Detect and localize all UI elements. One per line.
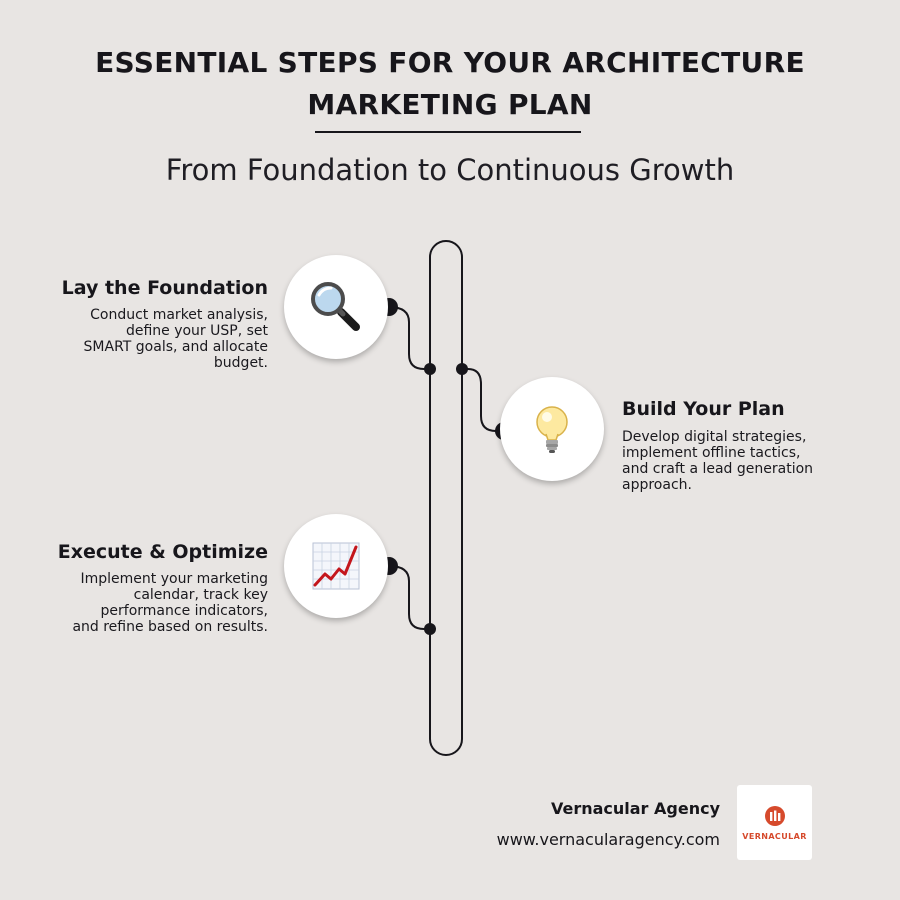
magnifying-glass-icon (306, 277, 366, 337)
agency-website-link[interactable]: www.vernacularagency.com (496, 830, 720, 849)
step-3-icon-circle (284, 514, 388, 618)
connector-step-2 (462, 369, 504, 431)
step-1-description-line: define your USP, set (125, 323, 268, 339)
step-2-heading: Build Your Plan (622, 398, 785, 420)
agency-logo (737, 785, 812, 860)
step-1-description-line: Conduct market analysis, (90, 307, 268, 323)
page-title-line-1: ESSENTIAL STEPS FOR YOUR ARCHITECTURE (95, 46, 805, 79)
logo-wordmark: VERNACULAR (742, 831, 807, 841)
chart-increasing-icon (311, 541, 361, 591)
step-3-description (18, 571, 268, 635)
step-2-description (622, 429, 862, 493)
step-2-icon-circle (500, 377, 604, 481)
connector-step-1 (389, 307, 430, 369)
light-bulb-icon (522, 399, 582, 459)
page-subtitle: From Foundation to Continuous Growth (165, 153, 735, 187)
step-1-description (18, 307, 268, 371)
vernacular-logo-icon (764, 805, 786, 827)
agency-name: Vernacular Agency (550, 799, 720, 818)
step-2-description-line: implement offline tactics, (622, 445, 801, 461)
track-node-step-3 (424, 623, 436, 635)
step-3-description-line: performance indicators, (100, 603, 268, 619)
step-2-description-line: approach. (622, 477, 692, 493)
step-3-description-line: Implement your marketing (80, 571, 268, 587)
step-3-description-line: and refine based on results. (72, 619, 268, 635)
track-node-step-2 (456, 363, 468, 375)
connector-step-3 (389, 566, 430, 629)
timeline-track (430, 241, 462, 755)
track-node-step-1 (424, 363, 436, 375)
step-1-heading: Lay the Foundation (61, 277, 268, 299)
step-1-icon-circle (284, 255, 388, 359)
step-2-description-line: Develop digital strategies, (622, 429, 807, 445)
step-2-description-line: and craft a lead generation (622, 461, 814, 477)
step-3-description-line: calendar, track key (133, 587, 268, 603)
page-title-line-2: MARKETING PLAN (307, 88, 593, 121)
step-1-description-line: SMART goals, and allocate (83, 339, 268, 355)
step-3-heading: Execute & Optimize (57, 541, 268, 563)
step-1-description-line: budget. (213, 355, 268, 371)
